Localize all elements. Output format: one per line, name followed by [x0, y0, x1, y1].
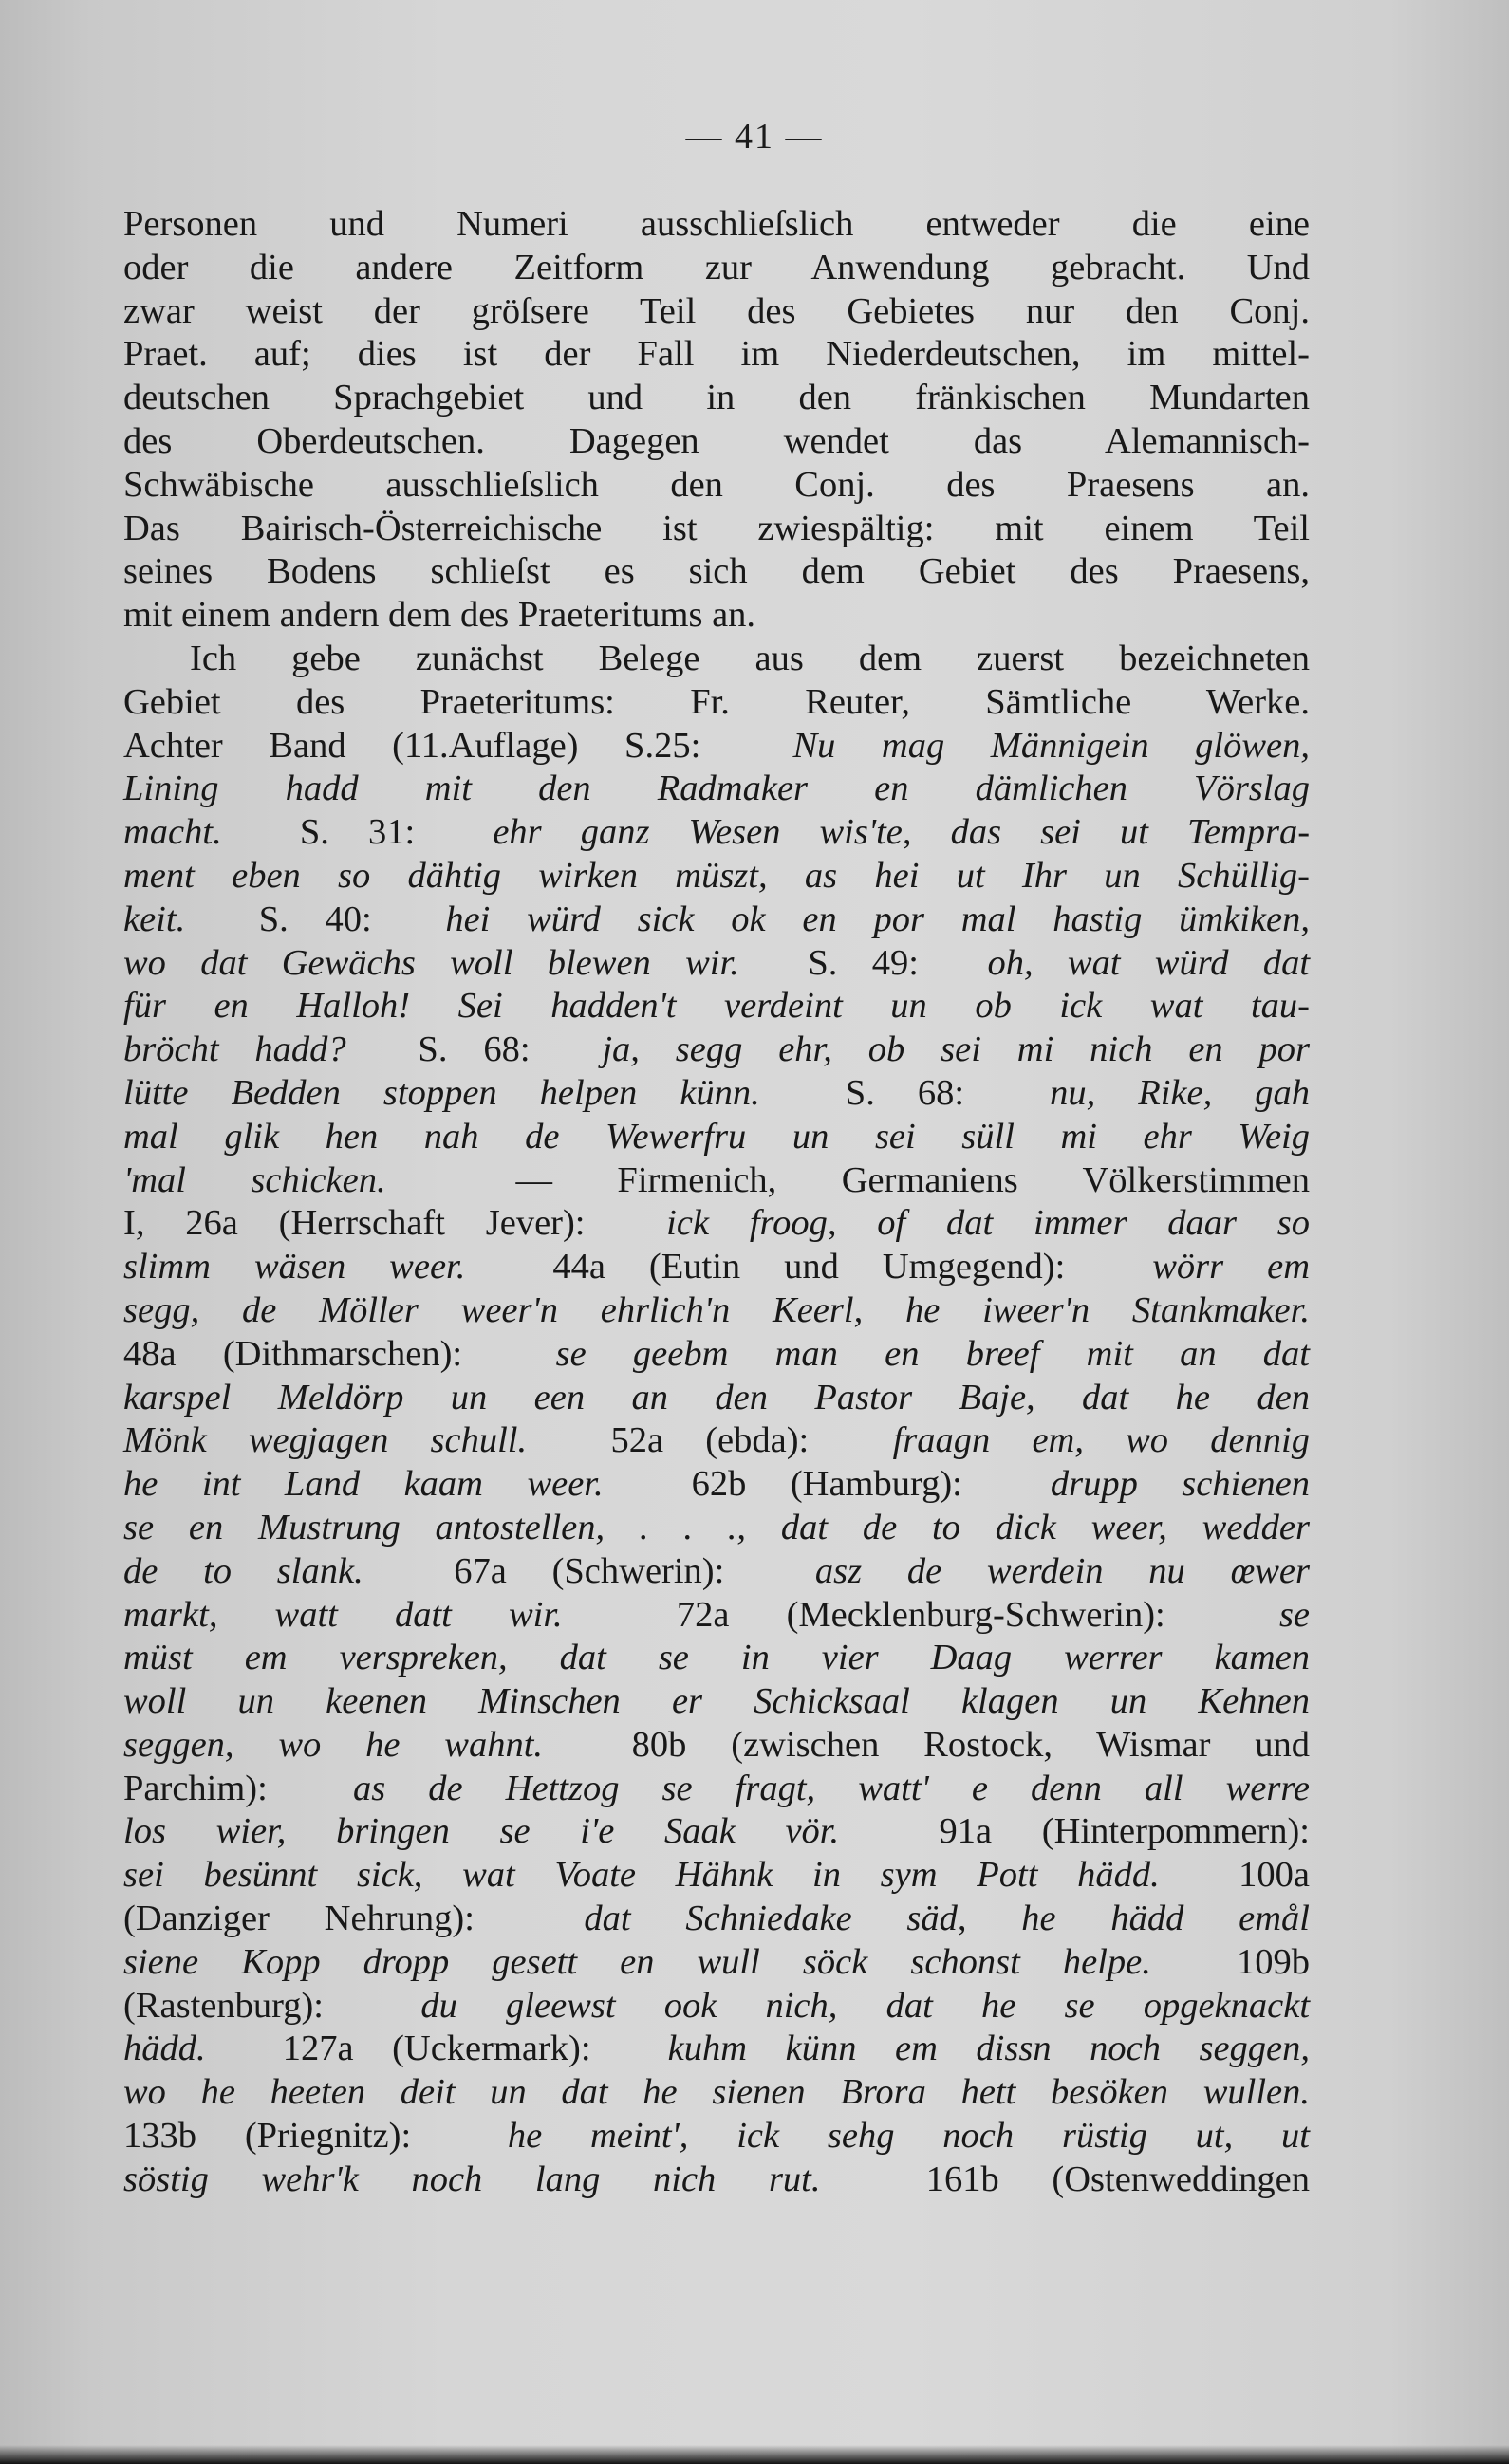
quote-run: se — [1278, 1594, 1311, 1635]
text-line — [123, 942, 1310, 986]
text-line — [123, 420, 1310, 464]
quote-run: Mönk wegjagen schull. — [123, 1420, 528, 1461]
quote-run: lütte Bedden stoppen helpen künn. — [123, 1072, 760, 1113]
text-run: 133b (Priegnitz): — [123, 2116, 459, 2157]
text-line — [123, 1680, 1310, 1724]
quote-run: macht. — [123, 812, 222, 853]
text-line — [123, 1550, 1310, 1594]
quote-run: as de Hettzog se fragt, watt' e denn all werre — [352, 1768, 1310, 1808]
text-run: — Firmenich, Germaniens Völkerstimmen — [451, 1159, 1311, 1200]
body-text — [123, 203, 1310, 2202]
quote-run: ja, segg ehr, ob sei mi nich en por — [602, 1029, 1311, 1070]
text-line — [123, 1116, 1310, 1159]
quote-run: segg, de Möller weer'n ehrlich'n Keerl, he iweer'n Stankmaker. — [123, 1289, 1310, 1330]
text-run: des Oberdeutschen. Dagegen wendet das Alemannisch- — [123, 420, 1310, 461]
text-line — [123, 247, 1310, 290]
text-run: Schwäbische ausschlieſslich den Conj. des Praesens an. — [123, 464, 1310, 505]
quote-run: ehr ganz Wesen wis'te, das sei ut Tempra- — [493, 812, 1311, 853]
text-line — [123, 768, 1310, 811]
text-line — [123, 1028, 1310, 1072]
text-line — [123, 1594, 1310, 1638]
text-line — [123, 550, 1310, 594]
text-run: zwar weist der gröſsere Teil des Gebietes nur den Conj. — [123, 290, 1310, 331]
quote-run: bröcht hadd? — [123, 1029, 346, 1070]
quote-run: drupp schienen — [1050, 1464, 1310, 1505]
quote-run: kuhm künn em dissn noch seggen, — [667, 2029, 1311, 2069]
quote-run: müst em verspreken, dat se in vier Daag werrer kamen — [123, 1638, 1310, 1678]
quote-run: du gleewst ook nich, dat he se opgeknackt — [420, 1985, 1311, 2026]
text-run: S. 68: — [382, 1029, 567, 1070]
text-line — [123, 1377, 1310, 1420]
text-run: 44a (Eutin und Umgegend): — [509, 1247, 1109, 1288]
quote-run: nu, Rike, gah — [1050, 1072, 1311, 1113]
text-run: Personen und Numeri ausschlieſslich entweder die eine — [123, 204, 1310, 244]
text-run: S. 40: — [221, 899, 409, 939]
text-line — [123, 203, 1310, 247]
text-line — [123, 1246, 1310, 1289]
text-line — [123, 377, 1310, 420]
text-line — [123, 1333, 1310, 1377]
text-run: S. 49: — [773, 942, 954, 983]
text-line — [123, 1985, 1310, 2029]
quote-run: keit. — [123, 899, 186, 939]
text-line — [123, 290, 1310, 334]
text-line — [123, 1072, 1310, 1116]
text-line — [123, 1768, 1310, 1811]
text-run: 52a (ebda): — [568, 1420, 851, 1461]
text-run: 48a (Dithmarschen): — [123, 1333, 510, 1374]
text-line — [123, 2071, 1310, 2115]
text-line — [123, 1810, 1310, 1854]
quote-run: dat Schniedake säd, he hädd emål — [584, 1899, 1311, 1939]
text-run: seines Bodens schlieſst es sich dem Gebiet des Praesens, — [123, 551, 1310, 592]
quote-run: wo he heeten deit un dat he sienen Brora hett besöken wullen. — [123, 2072, 1310, 2113]
quote-run: markt, watt datt wir. — [123, 1594, 563, 1635]
text-run: Das Bairisch-Österreichische ist zwiespältig: mit einem Teil — [123, 508, 1310, 548]
quote-run: hei würd sick ok en por mal hastig ümkiken, — [445, 899, 1311, 939]
text-run: Parchim): — [123, 1768, 310, 1808]
text-run: 67a (Schwerin): — [408, 1550, 771, 1591]
text-run: Achter Band (11.Auflage) S.25: — [123, 725, 747, 766]
text-line — [123, 1159, 1310, 1203]
quote-run: siene Kopp dropp gesett en wull söck schonst helpe. — [123, 1941, 1151, 1982]
text-line — [123, 855, 1310, 899]
quote-run: asz de werdein nu œwer — [814, 1550, 1310, 1591]
text-run: oder die andere Zeitform zur Anwendung gebracht. Und — [123, 247, 1310, 287]
text-run: 80b (zwischen Rostock, Wismar und — [587, 1724, 1310, 1765]
text-line — [123, 2158, 1310, 2202]
text-run: 100a — [1199, 1855, 1310, 1896]
text-run: I, 26a (Herrschaft Jever): — [123, 1203, 626, 1244]
text-run: S. 31: — [260, 812, 455, 853]
quote-run: slimm wäsen weer. — [123, 1247, 466, 1288]
quote-run: oh, wat würd dat — [987, 942, 1311, 983]
text-run: S. 68: — [802, 1072, 1008, 1113]
quote-run: seggen, wo he wahnt. — [123, 1724, 544, 1765]
quote-run: se en Mustrung antostellen, . . ., dat de to dick weer, wedder — [123, 1507, 1310, 1547]
text-run: 109b — [1193, 1941, 1311, 1982]
quote-run: wörr em — [1152, 1247, 1311, 1288]
text-line — [123, 464, 1310, 508]
text-run: 127a (Uckermark): — [244, 2029, 630, 2069]
quote-run: ick froog, of dat immer daar so — [666, 1203, 1311, 1244]
text-line — [123, 681, 1310, 725]
quote-run: hädd. — [123, 2029, 206, 2069]
quote-run: woll un keenen Minschen er Schicksaal klagen un Kehnen — [123, 1681, 1310, 1722]
text-line — [123, 594, 1310, 638]
text-line — [123, 985, 1310, 1028]
text-run: deutschen Sprachgebiet und in den fränkischen Mundarten — [123, 378, 1310, 418]
quote-run: fraagn em, wo dennig — [892, 1420, 1311, 1461]
quote-run: he meint', ick sehg noch rüstig ut, ut — [507, 2116, 1311, 2157]
quote-run: Nu mag Männigein glöwen, — [792, 725, 1311, 766]
text-run: Praet. auf; dies ist der Fall im Niederdeutschen, im mittel- — [123, 334, 1310, 375]
quote-run: sei besünnt sick, wat Voate Hähnk in sym Pott hädd. — [123, 1855, 1160, 1896]
text-line — [123, 508, 1310, 551]
text-run: 91a (Hinterpommern): — [888, 1811, 1310, 1852]
text-line — [123, 1507, 1310, 1550]
text-line — [123, 1724, 1310, 1768]
text-run: (Rastenburg): — [123, 1985, 373, 2026]
page-number: — 41 — — [685, 117, 824, 157]
text-run: Gebiet des Praeteritums: Fr. Reuter, Sämtliche Werke. — [123, 681, 1310, 722]
text-line — [123, 2115, 1310, 2158]
text-line — [123, 333, 1310, 377]
text-line — [123, 811, 1310, 855]
text-line — [123, 1419, 1310, 1463]
text-line — [123, 1637, 1310, 1680]
text-run: 72a (Mecklenburg-Schwerin): — [619, 1594, 1222, 1635]
text-line — [123, 1202, 1310, 1246]
text-line — [123, 1289, 1310, 1333]
text-line — [123, 638, 1310, 681]
text-line — [123, 899, 1310, 942]
quote-run: wo dat Gewächs woll blewen wir. — [123, 942, 739, 983]
text-run: 62b (Hamburg): — [647, 1464, 1007, 1505]
quote-run: Lining hadd mit den Radmaker en dämlichen Vörslag — [123, 769, 1310, 809]
text-line — [123, 1463, 1310, 1507]
text-run: Ich gebe zunächst Belege aus dem zuerst bezeichneten — [190, 638, 1310, 678]
text-line — [123, 725, 1310, 769]
text-line — [123, 2028, 1310, 2071]
quote-run: los wier, bringen se i'e Saak vör. — [123, 1811, 840, 1852]
quote-run: he int Land kaam weer. — [123, 1464, 604, 1505]
quote-run: mal glik hen nah de Wewerfru un sei süll mi ehr Weig — [123, 1116, 1310, 1157]
quote-run: für en Halloh! Sei hadden't verdeint un ob ick wat tau- — [123, 986, 1310, 1027]
text-line — [123, 1854, 1310, 1898]
quote-run: se geebm man en breef mit an dat — [555, 1333, 1310, 1374]
quote-run: ment eben so dähtig wirken müszt, as hei ut Ihr un Schüllig- — [123, 855, 1310, 896]
quote-run: de to slank. — [123, 1550, 363, 1591]
text-run: mit einem andern dem des Praeteritums an. — [123, 595, 756, 636]
quote-run: söstig wehr'k noch lang nich rut. — [123, 2158, 821, 2199]
quote-run: karspel Meldörp un een an den Pastor Baje, dat he den — [123, 1377, 1310, 1417]
text-line — [123, 1898, 1310, 1941]
text-line — [123, 1941, 1310, 1985]
text-run: (Danziger Nehrung): — [123, 1899, 530, 1939]
quote-run: 'mal schicken. — [123, 1159, 386, 1200]
text-run: 161b (Ostenweddingen — [873, 2158, 1310, 2199]
